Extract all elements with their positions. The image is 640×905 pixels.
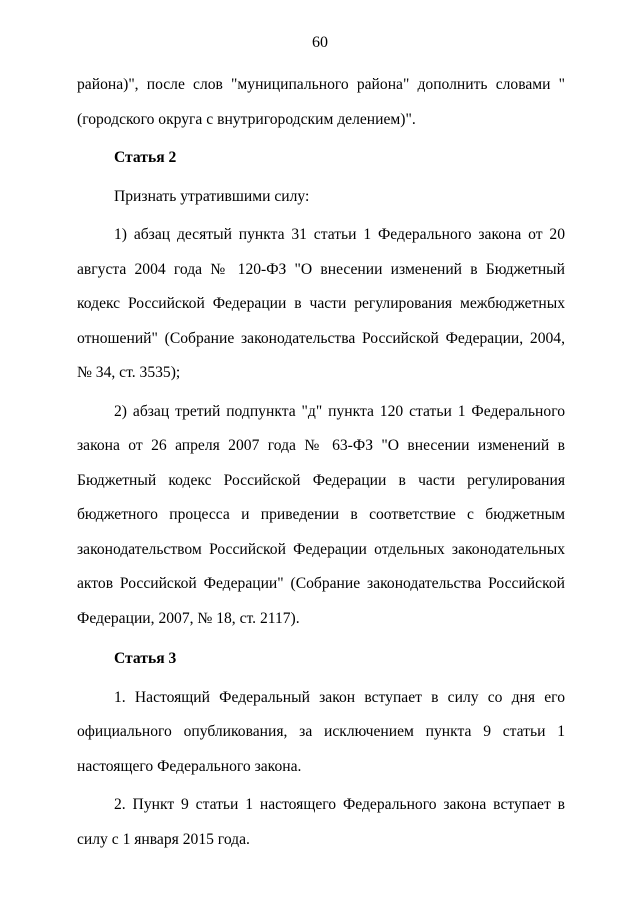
article-3-item-1: 1. Настоящий Федеральный закон вступает в силу со дня его официального опубликования, за исключением пункта 9 статьи 1 настоящего Федерального закона. (77, 688, 565, 775)
article-2-item-1: 1) абзац десятый пункта 31 статьи 1 Федерального закона от 20 августа 2004 года № 120-ФЗ "О внесении изменений в Бюджетный кодекс Российской Федерации в части регулирования межбюджетных отношений" (Собрание законодательства Российской Федерации, 2004, № 34, ст. 3535); (77, 226, 565, 381)
article-2-lead: Признать утратившими силу: (114, 187, 310, 205)
article-3-item-2: 2. Пункт 9 статьи 1 настоящего Федерального закона вступает в силу с 1 января 2015 года. (77, 796, 565, 848)
article-2-heading: Статья 2 (114, 149, 177, 166)
page-number: 60 (312, 34, 328, 51)
article-3-heading: Статья 3 (114, 650, 177, 667)
document-body (77, 68, 565, 857)
intro-paragraph: района)", после слов "муниципального района" дополнить словами "(городского округа с внутригородским делением)". (77, 76, 565, 128)
article-2-item-2: 2) абзац третий подпункта "д" пункта 120 статьи 1 Федерального закона от 26 апреля 2007 года № 63-ФЗ "О внесении изменений в Бюджетный кодекс Российской Федерации в части регулирования бюджетного процесса и приведении в соответствие с бюджетным законодательством Российской Федерации отдельных законодательных актов Российской Федерации" (Собрание законодательства Российской Федерации, 2007, № 18, ст. 2117). (77, 402, 565, 627)
